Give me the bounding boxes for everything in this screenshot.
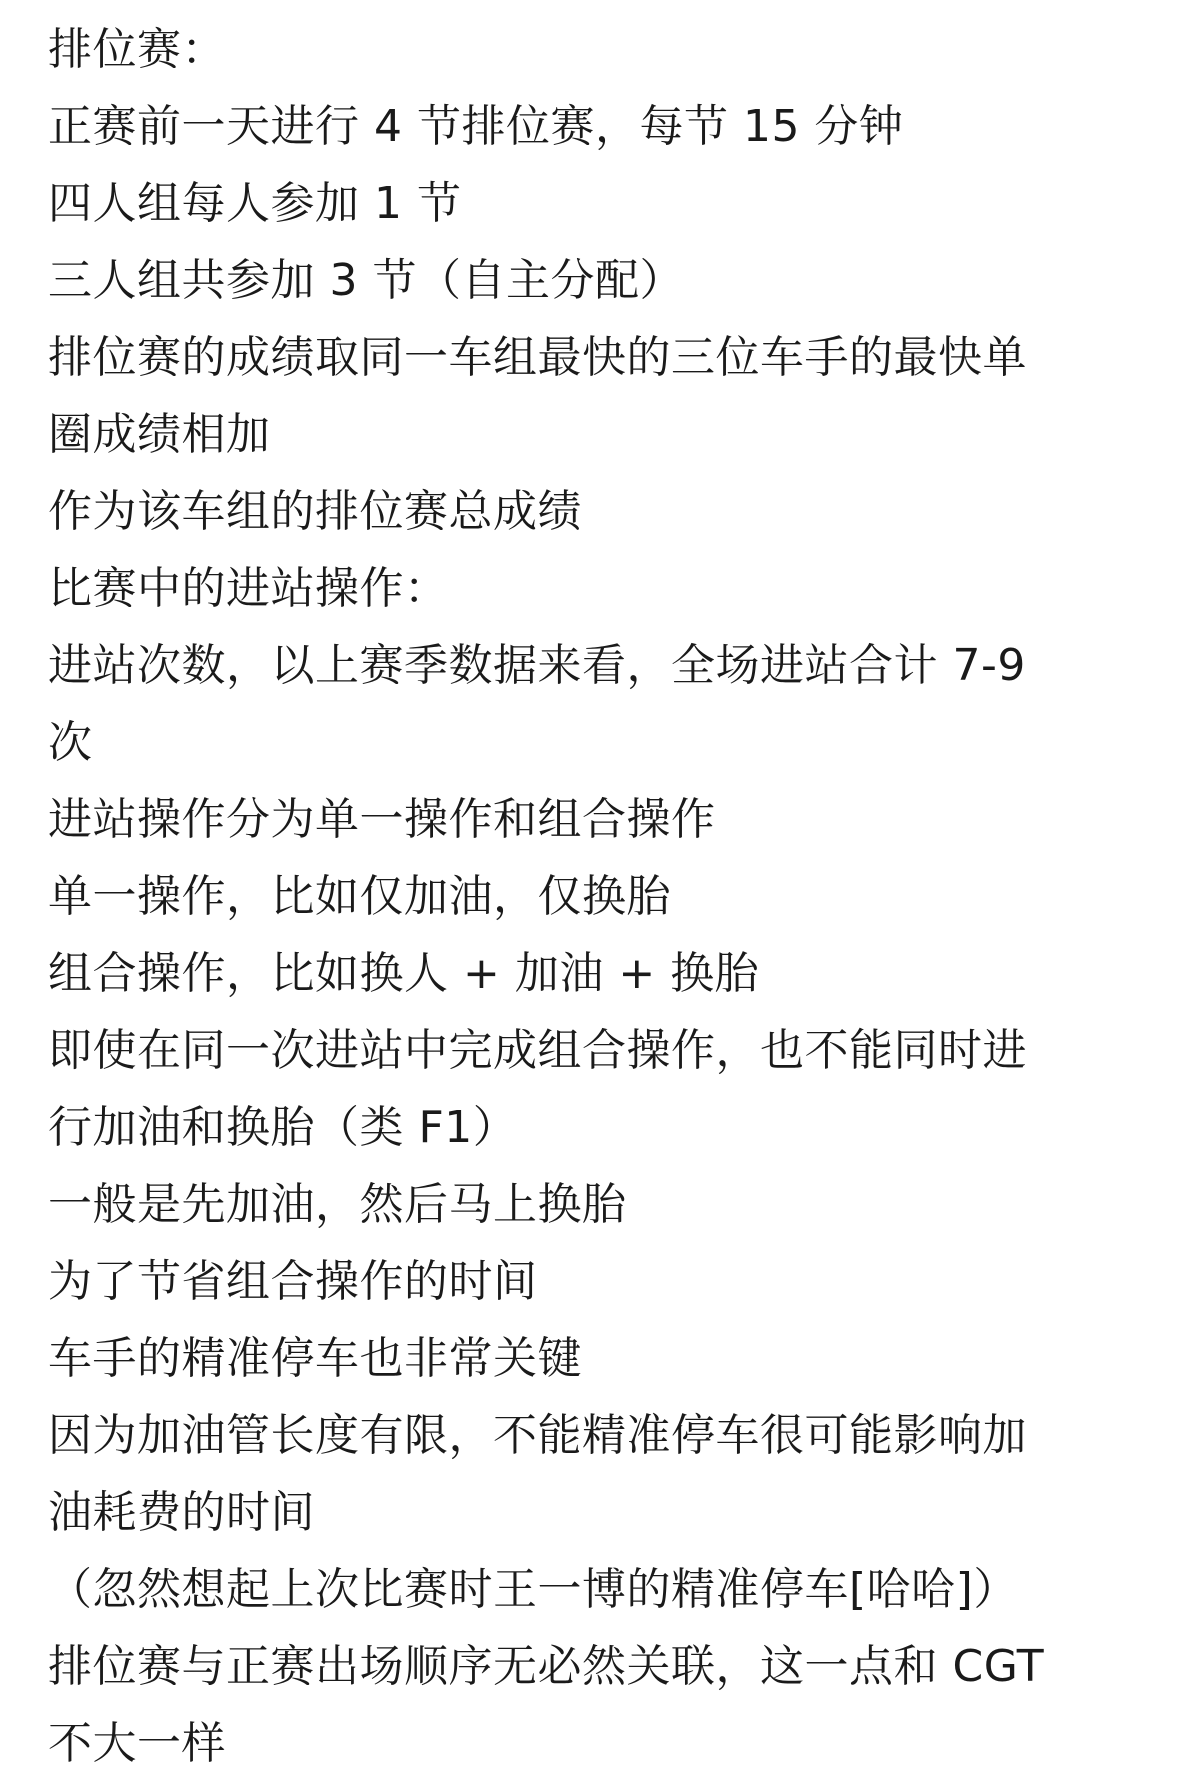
text-line: 油耗费的时间 [48, 1487, 315, 1538]
text-line: 排位赛的成绩取同一车组最快的三位车手的最快单 [48, 332, 1027, 383]
text-line: 车手的精准停车也非常关键 [48, 1333, 582, 1384]
text-line: 作为该车组的排位赛总成绩 [48, 486, 582, 537]
text-line: 不大一样 [48, 1718, 226, 1769]
text-line: 一般是先加油，然后马上换胎 [48, 1179, 627, 1230]
text-line: 组合操作，比如换人 + 加油 + 换胎 [48, 948, 760, 999]
text-line: 四人组每人参加 1 节 [48, 178, 462, 229]
text-line: 排位赛： [48, 24, 226, 75]
text-line: 次 [48, 717, 93, 768]
text-line: 为了节省组合操作的时间 [48, 1256, 538, 1307]
text-line: 进站次数，以上赛季数据来看，全场进站合计 7-9 [48, 640, 1026, 691]
text-line: 即使在同一次进站中完成组合操作，也不能同时进 [48, 1025, 1027, 1076]
text-line: 圈成绩相加 [48, 409, 271, 460]
document-text-block [48, 22, 1138, 1774]
text-line: 正赛前一天进行 4 节排位赛，每节 15 分钟 [48, 101, 904, 152]
text-line: 排位赛与正赛出场顺序无必然关联，这一点和 CGT [48, 1641, 1045, 1692]
text-line: （忽然想起上次比赛时王一博的精准停车[哈哈]） [48, 1564, 1018, 1615]
text-line: 因为加油管长度有限，不能精准停车很可能影响加 [48, 1410, 1027, 1461]
text-line: 行加油和换胎（类 F1） [48, 1102, 518, 1153]
text-line: 单一操作，比如仅加油，仅换胎 [48, 871, 671, 922]
text-line: 三人组共参加 3 节（自主分配） [48, 255, 684, 306]
text-line: 比赛中的进站操作： [48, 563, 449, 614]
text-line: 进站操作分为单一操作和组合操作 [48, 794, 716, 845]
